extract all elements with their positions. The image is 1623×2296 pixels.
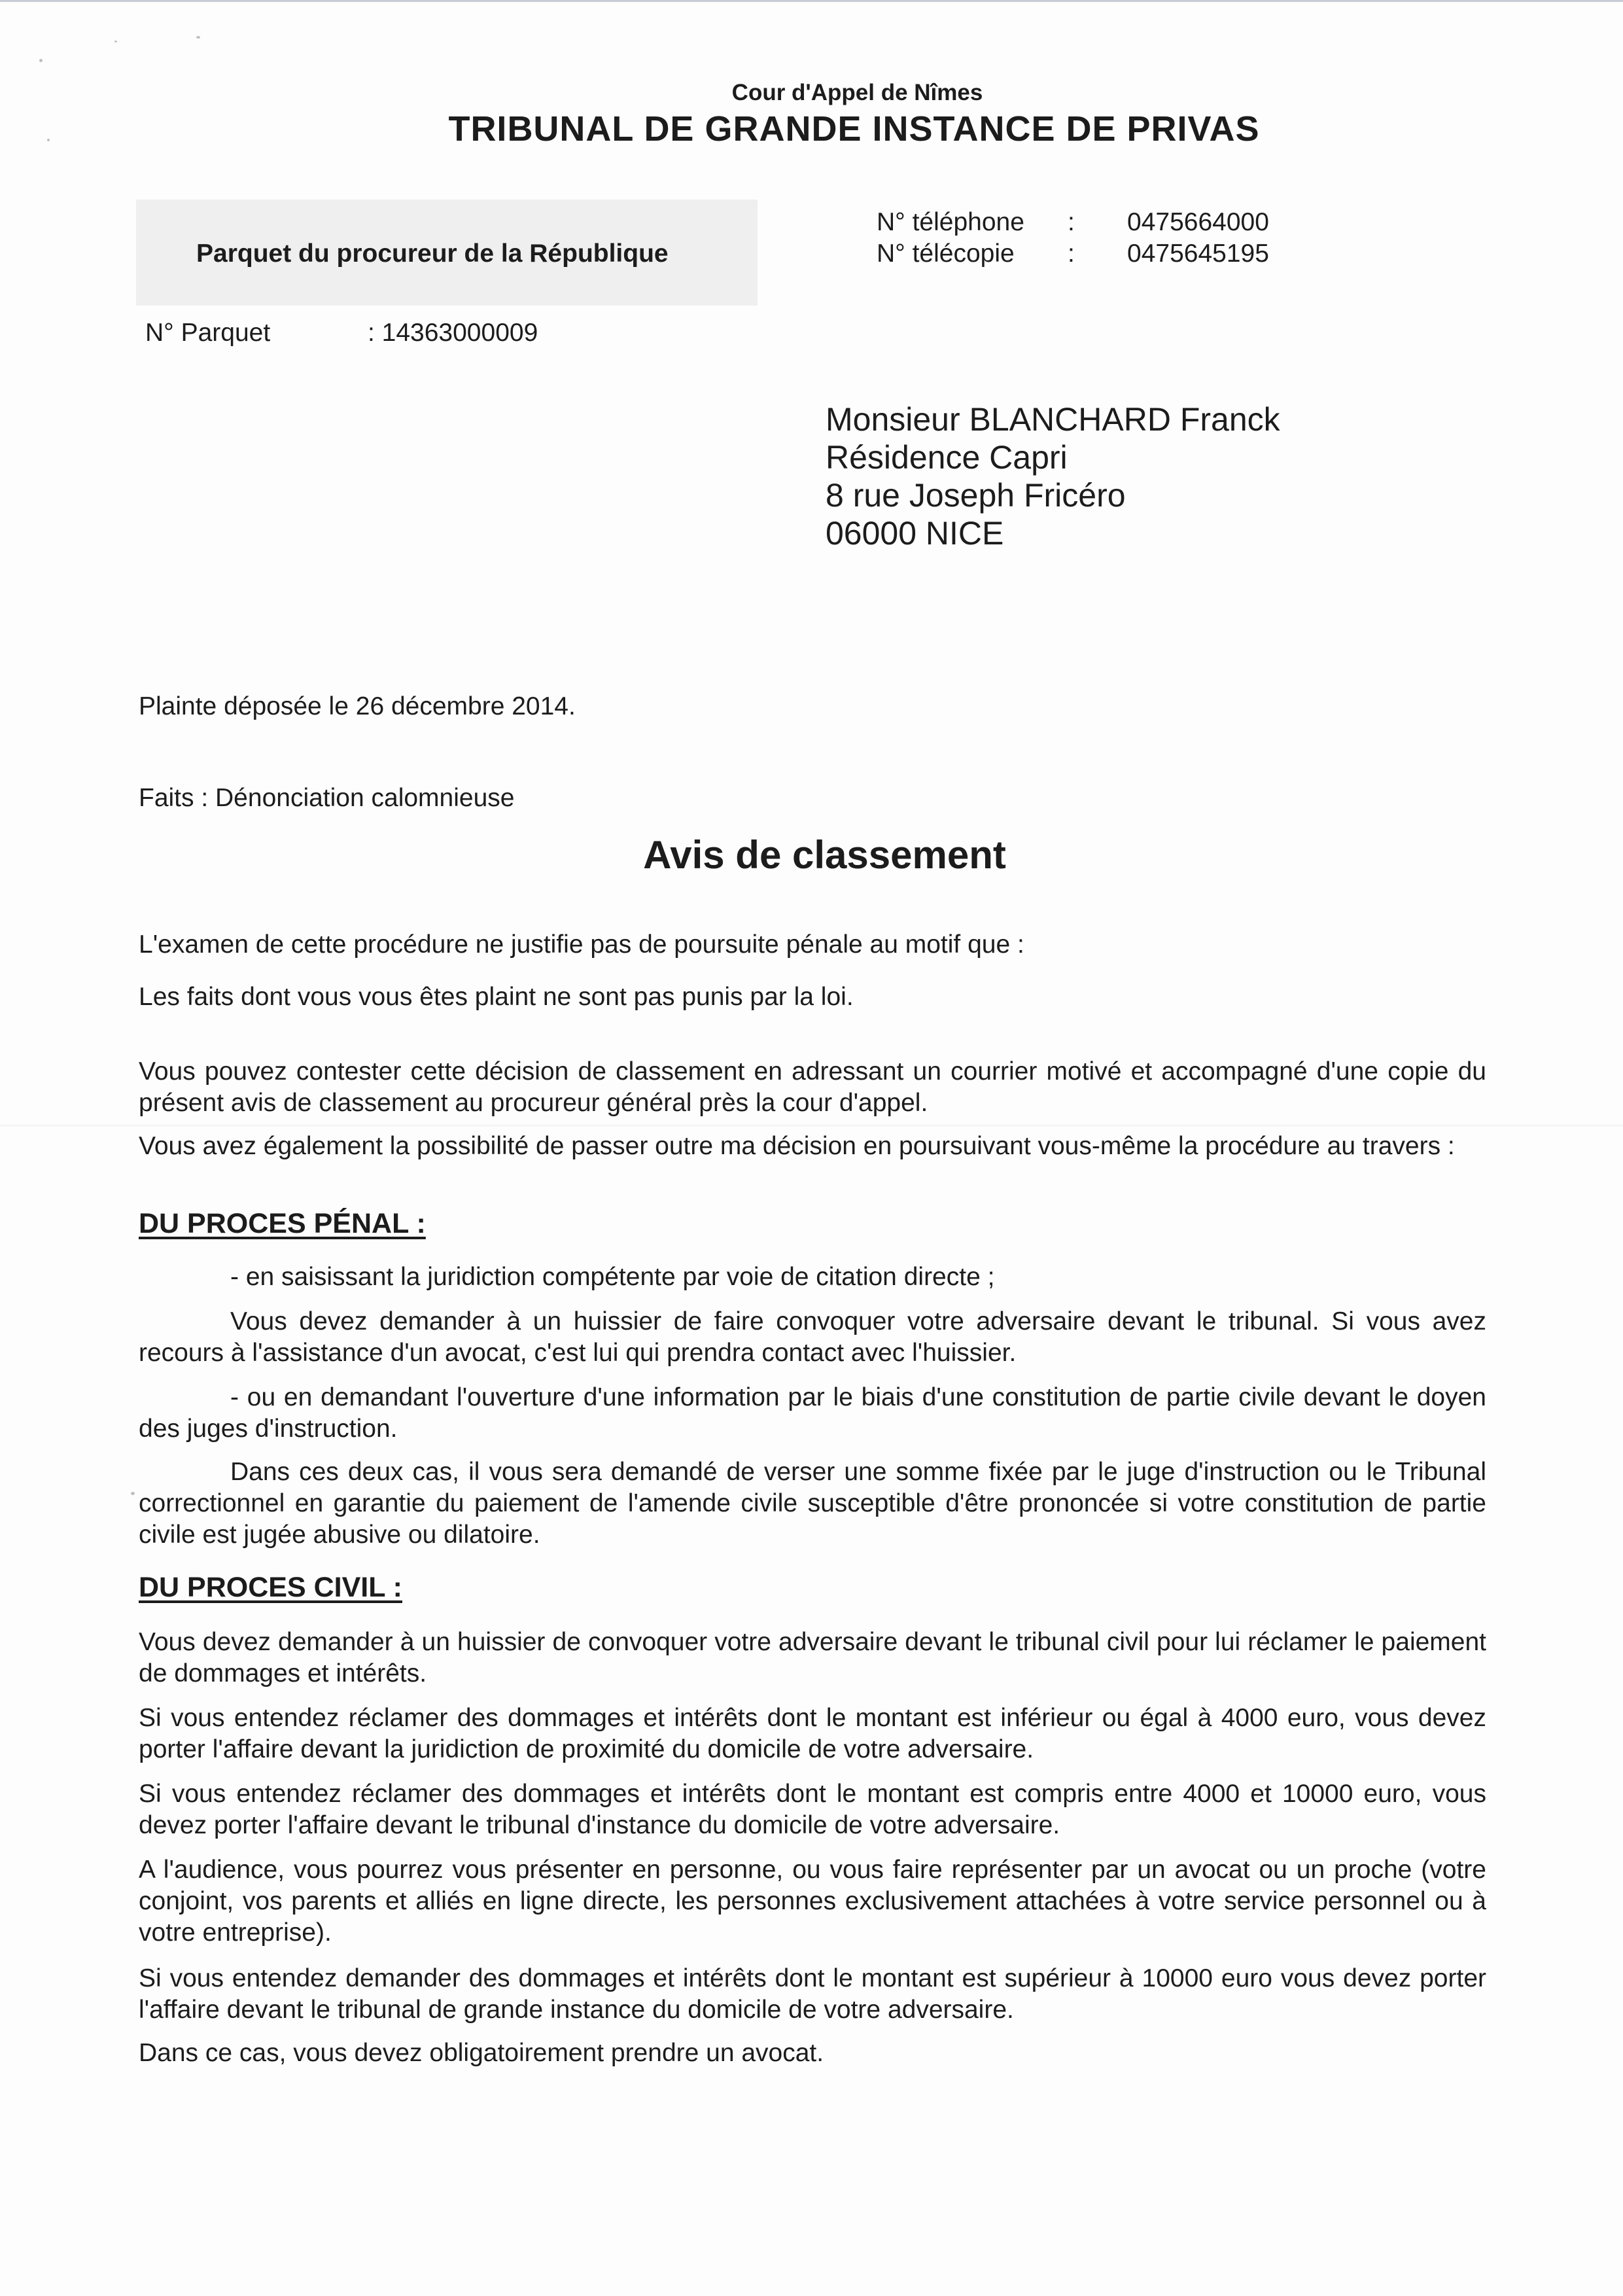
- recipient-city: 06000 NICE: [826, 515, 1004, 552]
- paper-fold-line: [0, 1124, 1623, 1127]
- complaint-facts: Faits : Dénonciation calomnieuse: [139, 784, 515, 812]
- phone-label: N° téléphone: [877, 208, 1024, 236]
- scan-edge-line: [0, 0, 1623, 2]
- scan-speck: [196, 36, 200, 39]
- penal-bailiff-paragraph: Vous devez demander à un huissier de faire convoquer votre adversaire devant le tribunal. Si vous avez recours à l'assistance d'un avocat, c'est lui qui prendra contact avec l'huissier.: [139, 1307, 1486, 1367]
- penal-option-direct-citation: - en saisissant la juridiction compétente par voie de citation directe ;: [230, 1263, 995, 1291]
- fax-label: N° télécopie: [877, 239, 1015, 268]
- heading-penal: DU PROCES PÉNAL :: [139, 1208, 426, 1239]
- phone-number: 0475664000: [1127, 208, 1269, 236]
- civil-threshold-4000: Si vous entendez réclamer des dommages et intérêts dont le montant est inférieur ou égal à 4000 euro, vous devez porter l'affaire devant la juridiction de proximité du domicile de votre adversaire.: [139, 1704, 1486, 1763]
- scan-speck: [39, 59, 43, 62]
- civil-hearing-representation: A l'audience, vous pourrez vous présenter en personne, ou vous faire représenter par un avocat ou un proche (votre conjoint, vos parents et alliés en ligne directe, les personnes exclusivement attachées à votre service personnel ou à votre entreprise).: [139, 1856, 1486, 1947]
- scan-speck: [131, 1492, 135, 1495]
- parquet-label: Parquet du procureur de la République: [196, 239, 669, 268]
- parquet-number-label: N° Parquet: [145, 319, 271, 347]
- heading-civil: DU PROCES CIVIL :: [139, 1572, 402, 1603]
- document-title: Avis de classement: [643, 833, 1006, 877]
- penal-deposit-paragraph: Dans ces deux cas, il vous sera demandé de verser une somme fixée par le juge d'instruction ou le Tribunal correctionnel en garantie du paiement de l'amende civile susceptible d'être prononcée si votre constitution de partie civile est jugée abusive ou dilatoire.: [139, 1458, 1486, 1549]
- paragraph-alternative: Vous avez également la possibilité de passer outre ma décision en poursuivant vous-même la procédure au travers :: [139, 1132, 1455, 1160]
- scan-speck: [114, 41, 117, 43]
- civil-bailiff-paragraph: Vous devez demander à un huissier de convoquer votre adversaire devant le tribunal civil pour lui réclamer le paiement de dommages et intérêts.: [139, 1628, 1486, 1687]
- recipient-residence: Résidence Capri: [826, 439, 1068, 476]
- paragraph-contest: Vous pouvez contester cette décision de classement en adressant un courrier motivé et accompagné d'une copie du présent avis de classement au procureur général près la cour d'appel.: [139, 1057, 1486, 1117]
- civil-threshold-10000: Si vous entendez réclamer des dommages et intérêts dont le montant est compris entre 4000 et 10000 euro, vous devez porter l'affaire devant le tribunal d'instance du domicile de votre adversaire.: [139, 1780, 1486, 1839]
- paragraph-reason: Les faits dont vous vous êtes plaint ne sont pas punis par la loi.: [139, 983, 854, 1011]
- tribunal-name: TRIBUNAL DE GRANDE INSTANCE DE PRIVAS: [448, 109, 1260, 149]
- court-of-appeal-name: Cour d'Appel de Nîmes: [731, 80, 983, 105]
- parquet-number-value: : 14363000009: [368, 319, 538, 347]
- fax-number: 0475645195: [1127, 239, 1269, 268]
- fax-colon: :: [1068, 239, 1075, 268]
- complaint-date: Plainte déposée le 26 décembre 2014.: [139, 692, 576, 720]
- civil-lawyer-required: Dans ce cas, vous devez obligatoirement prendre un avocat.: [139, 2039, 824, 2067]
- recipient-street: 8 rue Joseph Fricéro: [826, 477, 1126, 514]
- phone-colon: :: [1068, 208, 1075, 236]
- civil-above-10000: Si vous entendez demander des dommages et intérêts dont le montant est supérieur à 10000 euro vous devez porter l'affaire devant le tribunal de grande instance du domicile de votre adversaire.: [139, 1964, 1486, 2024]
- recipient-name: Monsieur BLANCHARD Franck: [826, 401, 1280, 438]
- penal-option-civil-party: - ou en demandant l'ouverture d'une information par le biais d'une constitution de partie civile devant le doyen des juges d'instruction.: [139, 1383, 1486, 1443]
- paragraph-exam: L'examen de cette procédure ne justifie pas de poursuite pénale au motif que :: [139, 930, 1024, 959]
